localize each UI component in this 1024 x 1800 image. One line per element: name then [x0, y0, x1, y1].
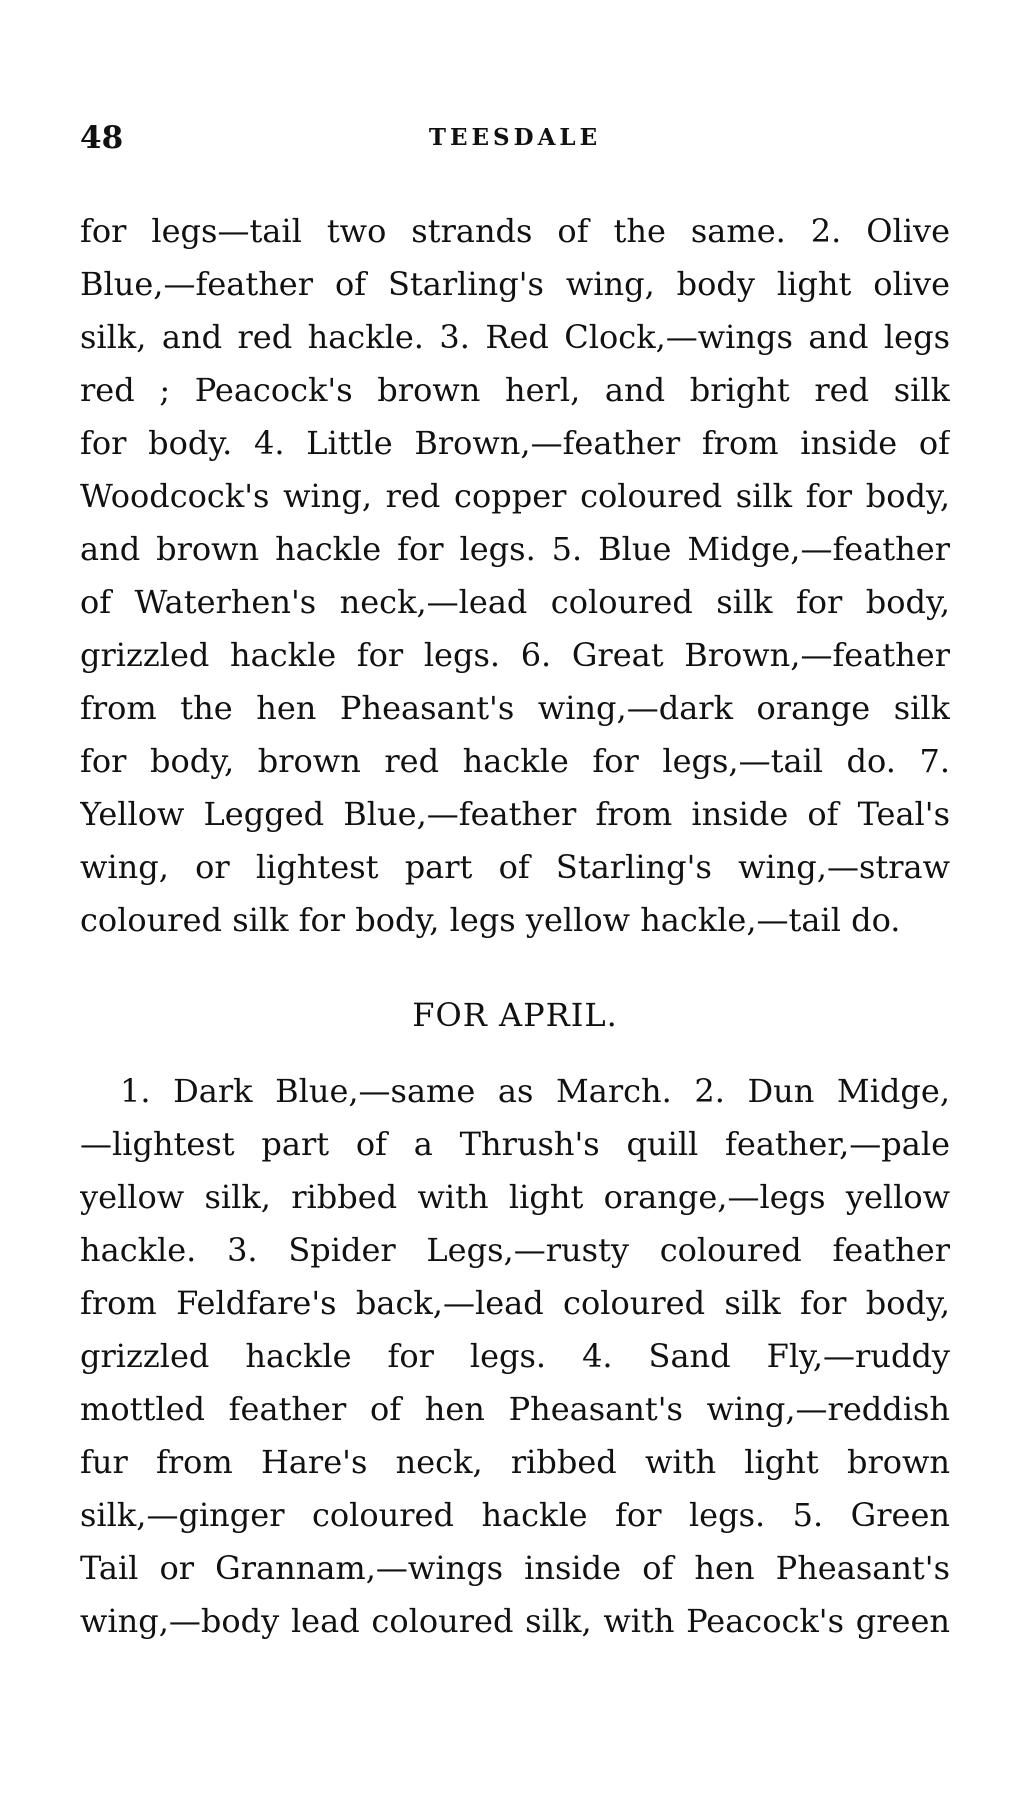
text-line: 1. Dark Blue,—same as March. 2. Dun Midge,	[120, 1072, 950, 1110]
text-line: Yellow Legged Blue,—feather from inside of Teal's	[80, 795, 950, 833]
text-line: silk, and red hackle. 3. Red Clock,—wings and legs	[80, 318, 950, 356]
text-line: Woodcock's wing, red copper coloured silk for body,	[80, 477, 950, 515]
text-line: Tail or Grannam,—wings inside of hen Pheasant's	[80, 1549, 950, 1587]
text-line: for legs—tail two strands of the same. 2. Olive	[80, 212, 950, 250]
text-line: from Feldfare's back,—lead coloured silk for body,	[80, 1284, 950, 1322]
text-line: red ; Peacock's brown herl, and bright red silk	[80, 371, 950, 409]
text-line: of Waterhen's neck,—lead coloured silk for body,	[80, 583, 950, 621]
text-line: for body. 4. Little Brown,—feather from inside of	[80, 424, 950, 462]
section-heading: FOR APRIL.	[412, 996, 618, 1034]
text-line: —lightest part of a Thrush's quill feather,—pale	[80, 1125, 950, 1163]
text-line: grizzled hackle for legs. 6. Great Brown,—feather	[80, 636, 950, 674]
text-line: Blue,—feather of Starling's wing, body light olive	[80, 265, 950, 303]
text-line: wing,—body lead coloured silk, with Peacock's green	[80, 1602, 950, 1640]
text-line: for body, brown red hackle for legs,—tail do. 7.	[80, 742, 950, 780]
running-title: TEESDALE	[428, 124, 602, 151]
text-line: coloured silk for body, legs yellow hackle,—tail do.	[80, 901, 901, 939]
text-line: fur from Hare's neck, ribbed with light brown	[80, 1443, 950, 1481]
text-line: wing, or lightest part of Starling's wing,—straw	[80, 848, 950, 886]
continued-paragraph	[80, 205, 950, 947]
april-paragraph	[80, 1065, 950, 1648]
running-head	[80, 118, 950, 158]
text-line: silk,—ginger coloured hackle for legs. 5. Green	[80, 1496, 950, 1534]
text-line: grizzled hackle for legs. 4. Sand Fly,—ruddy	[80, 1337, 950, 1375]
text-line: mottled feather of hen Pheasant's wing,—reddish	[80, 1390, 950, 1428]
text-line: and brown hackle for legs. 5. Blue Midge,—feather	[80, 530, 950, 568]
text-line: from the hen Pheasant's wing,—dark orange silk	[80, 689, 950, 727]
page-number: 48	[80, 120, 124, 156]
text-line: yellow silk, ribbed with light orange,—legs yellow	[80, 1178, 950, 1216]
text-line: hackle. 3. Spider Legs,—rusty coloured feather	[80, 1231, 950, 1269]
